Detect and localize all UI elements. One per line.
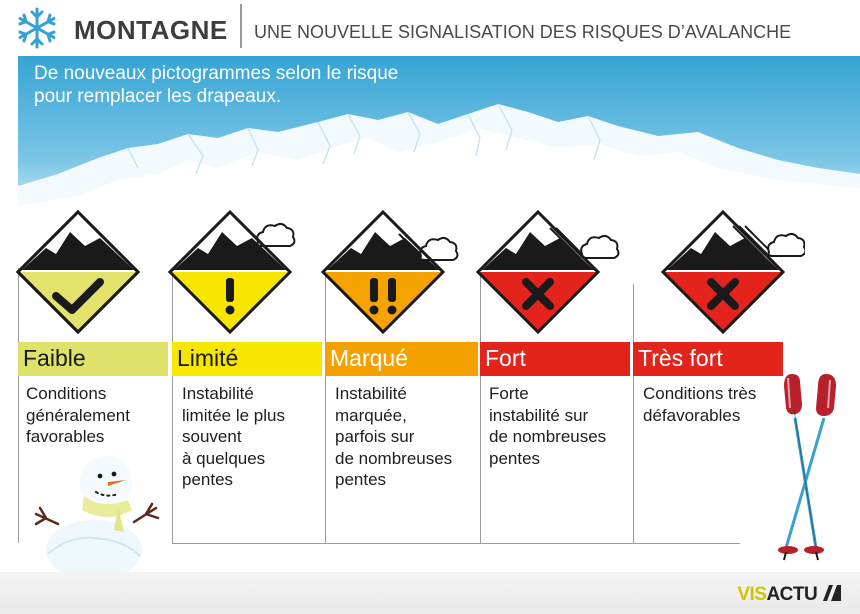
description-line: pentes: [182, 470, 234, 489]
description-line: limitée le plus: [182, 405, 285, 425]
level-description-marque: [335, 383, 452, 491]
footer-bar: [0, 572, 860, 614]
ski-poles-illustration: [768, 366, 848, 562]
snowflake-icon: [14, 6, 60, 50]
level-band-limite: [172, 342, 322, 376]
level-label: Marqué: [330, 345, 408, 371]
description-line: instabilité sur: [489, 405, 589, 425]
level-label: Faible: [23, 345, 86, 371]
intro-line-2: pour remplacer les drapeaux.: [34, 86, 282, 107]
level-description-faible: [26, 383, 130, 448]
risk-sign-marque: [315, 210, 465, 340]
header-divider: [240, 4, 242, 48]
risk-sign-fort: [470, 210, 620, 340]
header-bar: [0, 0, 860, 54]
risk-sign-tres-fort: [655, 210, 805, 340]
page-title: MONTAGNE: [74, 15, 228, 45]
description-line: Conditions: [26, 384, 107, 403]
description-line: pentes: [489, 448, 541, 468]
level-description-limite: [182, 383, 285, 491]
visactu-logo: VISACTU: [737, 584, 842, 606]
description-line: Forte: [489, 384, 529, 403]
description-line: défavorables: [643, 405, 741, 425]
description-line: de nombreuses: [335, 448, 453, 468]
level-description-fort: [489, 383, 606, 469]
level-label: Fort: [485, 345, 526, 371]
description-line: Instabilité: [335, 384, 407, 403]
description-line: marquée,: [335, 405, 407, 425]
description-line: favorables: [26, 427, 105, 446]
description-line: Conditions très: [643, 384, 757, 403]
level-band-marque: [325, 342, 478, 376]
level-label: Limité: [177, 345, 239, 371]
exclamation-icon: [226, 278, 235, 315]
level-band-fort: [480, 342, 630, 376]
page-subtitle: UNE NOUVELLE SIGNALISATION DES RISQUES D’AVALANCHE: [254, 22, 792, 42]
description-line: pentes: [335, 470, 387, 489]
snowman-illustration: [22, 452, 172, 574]
description-line: parfois sur: [335, 427, 415, 446]
risk-sign-limite: [162, 210, 312, 340]
level-description-tres-fort: [643, 383, 756, 426]
level-band-tres-fort: [633, 342, 783, 376]
intro-line-1: De nouveaux pictogrammes selon le risque: [34, 63, 399, 84]
intro-text: [34, 62, 398, 108]
brand-mark-icon: [822, 584, 842, 602]
description-line: Instabilité: [182, 384, 254, 403]
description-line: de nombreuses: [489, 427, 607, 446]
description-line: généralement: [26, 405, 130, 425]
description-line: à quelques: [182, 448, 266, 468]
level-label: Très fort: [638, 345, 723, 371]
description-line: souvent: [182, 427, 242, 446]
risk-sign-faible: [10, 210, 160, 340]
column-divider: [633, 284, 634, 543]
level-band-faible: [18, 342, 168, 376]
table-bottom-line: [172, 543, 740, 544]
